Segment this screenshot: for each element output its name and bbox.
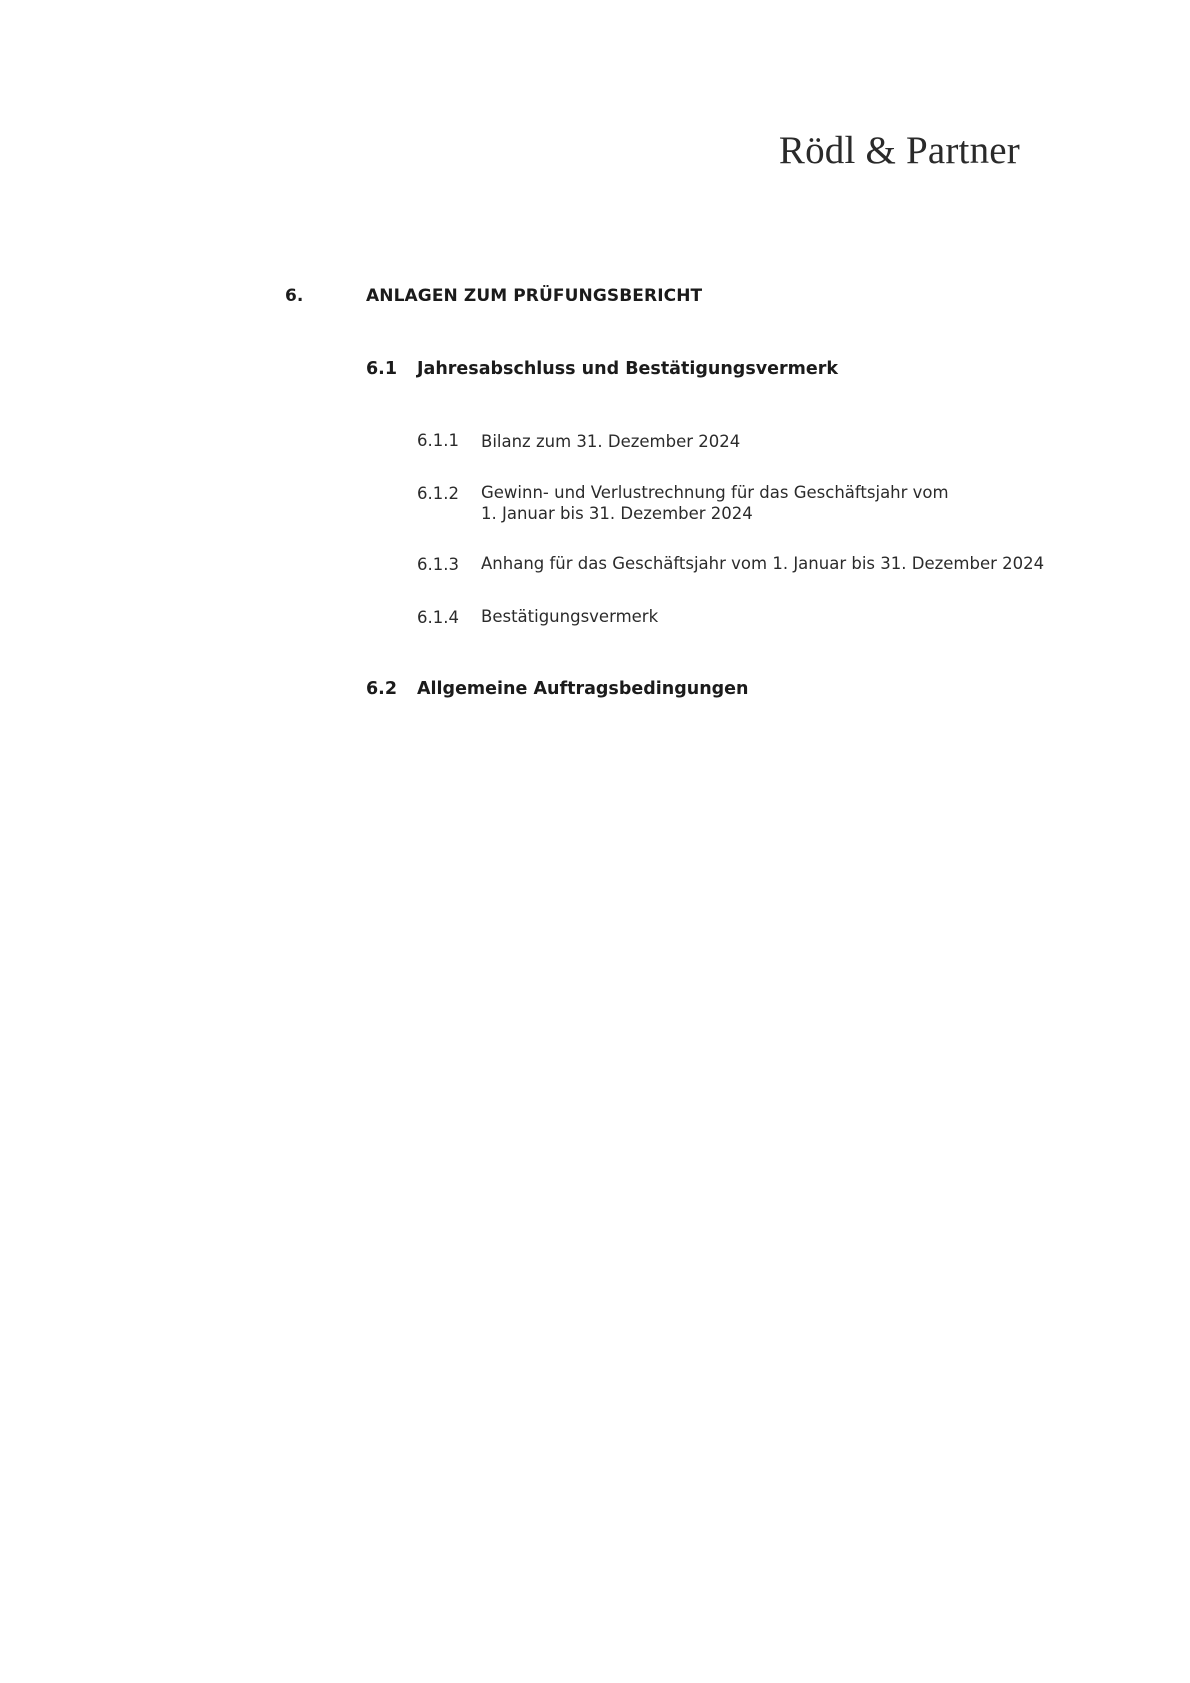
subsection-title: Jahresabschluss und Bestätigungsvermerk (417, 359, 839, 379)
item-title: Anhang für das Geschäftsjahr vom 1. Januar bis 31. Dezember 2024 (481, 554, 1045, 573)
item-title: Bestätigungsvermerk (481, 607, 659, 626)
item-title: Bilanz zum 31. Dezember 2024 (481, 432, 741, 451)
item-number: 6.1.4 (417, 608, 459, 627)
item-title-line: 1. Januar bis 31. Dezember 2024 (481, 504, 753, 523)
item-number: 6.1.3 (417, 555, 459, 574)
item-title-line: Gewinn- und Verlustrechnung für das Geschäftsjahr vom (481, 483, 949, 502)
company-logo: Rödl & Partner (778, 129, 1020, 172)
item-number: 6.1.1 (417, 431, 459, 450)
subsection-number: 6.2 (366, 679, 398, 699)
section-title: ANLAGEN ZUM PRÜFUNGSBERICHT (366, 286, 703, 306)
subsection-number: 6.1 (366, 359, 398, 379)
item-title (481, 482, 949, 524)
subsection-title: Allgemeine Auftragsbedingungen (417, 679, 749, 699)
section-number: 6. (285, 286, 304, 306)
item-number: 6.1.2 (417, 484, 459, 503)
